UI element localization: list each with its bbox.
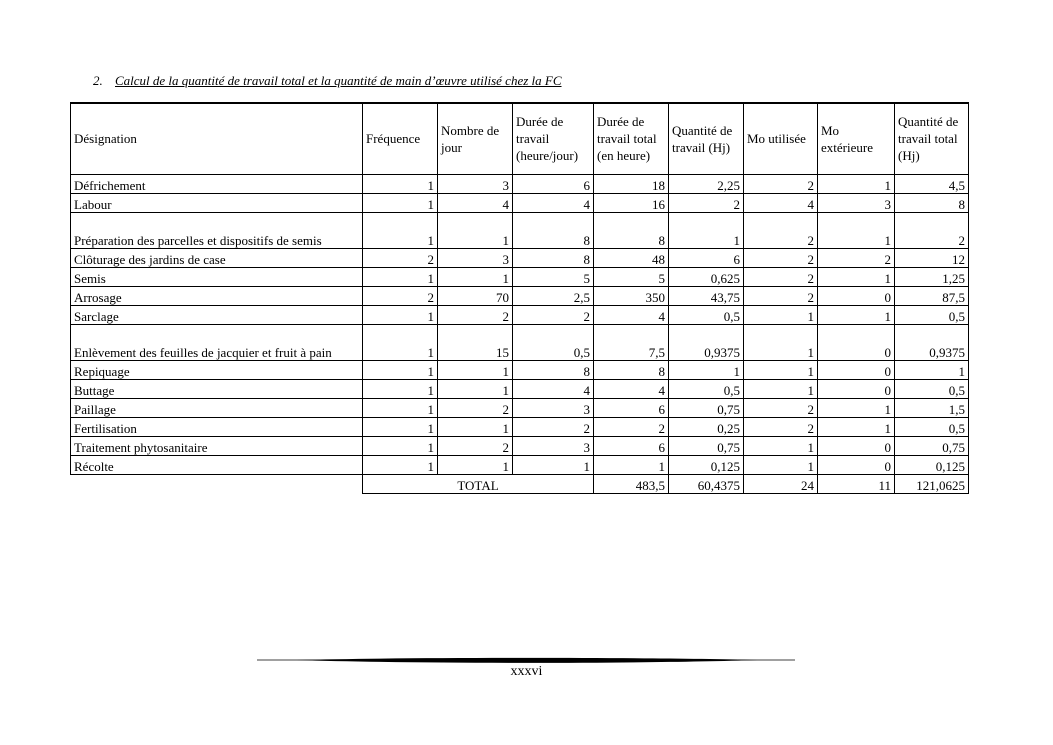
cell-designation: Traitement phytosanitaire — [71, 436, 363, 455]
cell-frequence: 1 — [363, 267, 438, 286]
cell-frequence: 1 — [363, 360, 438, 379]
cell-nombre-jour: 4 — [438, 193, 513, 212]
cell-duree-total: 16 — [594, 193, 669, 212]
total-duree-total: 483,5 — [594, 474, 669, 493]
cell-designation: Récolte — [71, 455, 363, 474]
cell-duree-total: 7,5 — [594, 324, 669, 360]
table-body — [71, 174, 969, 493]
blank-cell — [71, 474, 363, 493]
table-row — [71, 267, 969, 286]
cell-quantite-travail: 0,625 — [669, 267, 744, 286]
cell-duree-total: 18 — [594, 174, 669, 193]
header-nombre-jour: Nombre de jour — [438, 103, 513, 174]
cell-mo-exterieure: 0 — [818, 436, 895, 455]
cell-mo-utilisee: 2 — [744, 417, 818, 436]
cell-mo-exterieure: 2 — [818, 248, 895, 267]
section-number: 2. — [93, 73, 103, 88]
cell-mo-exterieure: 0 — [818, 360, 895, 379]
header-frequence: Fréquence — [363, 103, 438, 174]
table-row — [71, 248, 969, 267]
cell-frequence: 1 — [363, 305, 438, 324]
cell-duree-travail: 0,5 — [513, 324, 594, 360]
cell-mo-utilisee: 4 — [744, 193, 818, 212]
cell-frequence: 1 — [363, 436, 438, 455]
cell-quantite-total: 0,5 — [895, 417, 969, 436]
cell-frequence: 1 — [363, 379, 438, 398]
cell-quantite-travail: 0,75 — [669, 398, 744, 417]
cell-quantite-total: 87,5 — [895, 286, 969, 305]
table-row — [71, 193, 969, 212]
cell-frequence: 1 — [363, 193, 438, 212]
table-header-row — [71, 103, 969, 174]
cell-duree-total: 8 — [594, 212, 669, 248]
cell-nombre-jour: 3 — [438, 174, 513, 193]
cell-designation: Préparation des parcelles et dispositifs de semis — [71, 212, 363, 248]
cell-nombre-jour: 1 — [438, 455, 513, 474]
cell-mo-exterieure: 1 — [818, 305, 895, 324]
cell-quantite-travail: 6 — [669, 248, 744, 267]
cell-duree-travail: 3 — [513, 436, 594, 455]
cell-mo-exterieure: 1 — [818, 267, 895, 286]
cell-nombre-jour: 1 — [438, 267, 513, 286]
cell-duree-travail: 3 — [513, 398, 594, 417]
table-row — [71, 286, 969, 305]
cell-duree-travail: 8 — [513, 212, 594, 248]
cell-mo-exterieure: 1 — [818, 417, 895, 436]
table-row — [71, 324, 969, 360]
cell-designation: Sarclage — [71, 305, 363, 324]
cell-duree-total: 2 — [594, 417, 669, 436]
header-duree-travail: Durée de travail (heure/jour) — [513, 103, 594, 174]
cell-designation: Buttage — [71, 379, 363, 398]
cell-frequence: 2 — [363, 286, 438, 305]
work-quantity-table — [70, 102, 969, 494]
cell-quantite-total: 1,25 — [895, 267, 969, 286]
total-mo-utilisee: 24 — [744, 474, 818, 493]
cell-nombre-jour: 2 — [438, 398, 513, 417]
cell-mo-utilisee: 1 — [744, 324, 818, 360]
cell-designation: Repiquage — [71, 360, 363, 379]
cell-mo-exterieure: 0 — [818, 455, 895, 474]
cell-nombre-jour: 1 — [438, 360, 513, 379]
cell-mo-exterieure: 0 — [818, 324, 895, 360]
cell-duree-travail: 6 — [513, 174, 594, 193]
cell-quantite-total: 1,5 — [895, 398, 969, 417]
cell-mo-utilisee: 2 — [744, 212, 818, 248]
cell-duree-total: 6 — [594, 436, 669, 455]
cell-duree-total: 5 — [594, 267, 669, 286]
cell-quantite-total: 0,75 — [895, 436, 969, 455]
header-mo-exterieure: Mo extérieure — [818, 103, 895, 174]
cell-duree-travail: 4 — [513, 193, 594, 212]
cell-designation: Fertilisation — [71, 417, 363, 436]
cell-duree-total: 1 — [594, 455, 669, 474]
cell-mo-exterieure: 1 — [818, 212, 895, 248]
cell-frequence: 1 — [363, 212, 438, 248]
cell-nombre-jour: 1 — [438, 417, 513, 436]
cell-quantite-total: 0,9375 — [895, 324, 969, 360]
table-row — [71, 455, 969, 474]
cell-designation: Labour — [71, 193, 363, 212]
table-row — [71, 398, 969, 417]
cell-quantite-total: 4,5 — [895, 174, 969, 193]
cell-mo-utilisee: 2 — [744, 286, 818, 305]
cell-mo-utilisee: 1 — [744, 360, 818, 379]
table-row — [71, 212, 969, 248]
cell-duree-total: 350 — [594, 286, 669, 305]
cell-nombre-jour: 3 — [438, 248, 513, 267]
cell-quantite-travail: 2,25 — [669, 174, 744, 193]
cell-duree-travail: 1 — [513, 455, 594, 474]
cell-mo-exterieure: 1 — [818, 174, 895, 193]
cell-nombre-jour: 15 — [438, 324, 513, 360]
cell-designation: Paillage — [71, 398, 363, 417]
cell-frequence: 1 — [363, 417, 438, 436]
page-number: xxxvi — [510, 664, 543, 679]
total-label: TOTAL — [363, 474, 594, 493]
cell-nombre-jour: 1 — [438, 212, 513, 248]
total-quantite-total: 121,0625 — [895, 474, 969, 493]
cell-frequence: 1 — [363, 455, 438, 474]
cell-frequence: 2 — [363, 248, 438, 267]
cell-quantite-travail: 0,5 — [669, 379, 744, 398]
cell-duree-total: 8 — [594, 360, 669, 379]
header-mo-utilisee: Mo utilisée — [744, 103, 818, 174]
header-designation: Désignation — [71, 103, 363, 174]
cell-mo-utilisee: 2 — [744, 267, 818, 286]
cell-duree-total: 4 — [594, 379, 669, 398]
table-row — [71, 436, 969, 455]
cell-duree-travail: 2 — [513, 305, 594, 324]
cell-duree-travail: 4 — [513, 379, 594, 398]
cell-duree-total: 4 — [594, 305, 669, 324]
cell-mo-exterieure: 0 — [818, 379, 895, 398]
section-title: Calcul de la quantité de travail total et la quantité de main d’œuvre utilisé chez la FC — [115, 73, 562, 88]
cell-quantite-travail: 1 — [669, 360, 744, 379]
total-row — [71, 474, 969, 493]
cell-mo-utilisee: 2 — [744, 398, 818, 417]
cell-quantite-travail: 0,9375 — [669, 324, 744, 360]
cell-quantite-travail: 1 — [669, 212, 744, 248]
cell-quantite-total: 1 — [895, 360, 969, 379]
table-row — [71, 305, 969, 324]
cell-designation: Semis — [71, 267, 363, 286]
cell-duree-travail: 2,5 — [513, 286, 594, 305]
cell-mo-utilisee: 1 — [744, 305, 818, 324]
cell-nombre-jour: 2 — [438, 305, 513, 324]
cell-frequence: 1 — [363, 324, 438, 360]
cell-mo-exterieure: 0 — [818, 286, 895, 305]
cell-duree-travail: 5 — [513, 267, 594, 286]
cell-nombre-jour: 70 — [438, 286, 513, 305]
cell-designation: Enlèvement des feuilles de jacquier et fruit à pain — [71, 324, 363, 360]
header-quantite-travail: Quantité de travail (Hj) — [669, 103, 744, 174]
cell-mo-utilisee: 2 — [744, 174, 818, 193]
cell-quantite-total: 8 — [895, 193, 969, 212]
cell-quantite-total: 2 — [895, 212, 969, 248]
cell-designation: Arrosage — [71, 286, 363, 305]
cell-duree-travail: 8 — [513, 248, 594, 267]
cell-duree-total: 48 — [594, 248, 669, 267]
cell-quantite-travail: 2 — [669, 193, 744, 212]
cell-duree-travail: 8 — [513, 360, 594, 379]
table-row — [71, 417, 969, 436]
cell-quantite-total: 0,5 — [895, 305, 969, 324]
cell-duree-total: 6 — [594, 398, 669, 417]
total-mo-exterieure: 11 — [818, 474, 895, 493]
cell-mo-utilisee: 1 — [744, 379, 818, 398]
total-quantite-travail: 60,4375 — [669, 474, 744, 493]
cell-quantite-travail: 0,25 — [669, 417, 744, 436]
table-row — [71, 360, 969, 379]
cell-mo-exterieure: 3 — [818, 193, 895, 212]
cell-quantite-travail: 0,5 — [669, 305, 744, 324]
cell-designation: Clôturage des jardins de case — [71, 248, 363, 267]
cell-nombre-jour: 2 — [438, 436, 513, 455]
cell-nombre-jour: 1 — [438, 379, 513, 398]
cell-mo-exterieure: 1 — [818, 398, 895, 417]
cell-mo-utilisee: 1 — [744, 455, 818, 474]
table-row — [71, 174, 969, 193]
cell-quantite-total: 12 — [895, 248, 969, 267]
cell-quantite-total: 0,125 — [895, 455, 969, 474]
cell-designation: Défrichement — [71, 174, 363, 193]
cell-quantite-travail: 43,75 — [669, 286, 744, 305]
cell-duree-travail: 2 — [513, 417, 594, 436]
cell-frequence: 1 — [363, 398, 438, 417]
cell-quantite-travail: 0,125 — [669, 455, 744, 474]
table-row — [71, 379, 969, 398]
cell-quantite-total: 0,5 — [895, 379, 969, 398]
cell-quantite-travail: 0,75 — [669, 436, 744, 455]
header-quantite-total: Quantité de travail total (Hj) — [895, 103, 969, 174]
cell-mo-utilisee: 2 — [744, 248, 818, 267]
header-duree-total: Durée de travail total (en heure) — [594, 103, 669, 174]
section-heading — [93, 73, 562, 89]
cell-frequence: 1 — [363, 174, 438, 193]
cell-mo-utilisee: 1 — [744, 436, 818, 455]
